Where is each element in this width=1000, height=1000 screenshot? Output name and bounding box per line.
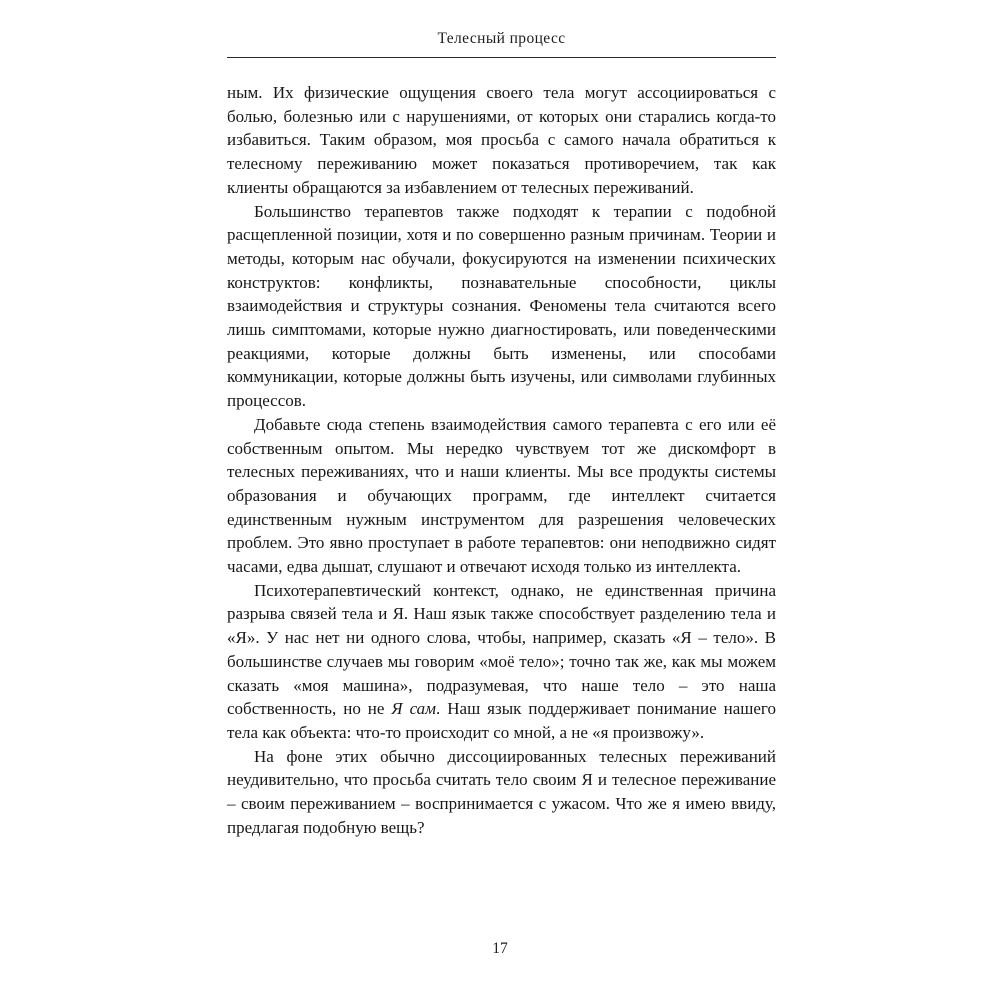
paragraph	[227, 81, 776, 200]
paragraph-text: Большинство терапевтов также подходят к терапии с подобной расщепленной позиции, хотя и по совершенно разным причинам. Теории и методы, которым нас обучали, фокусируются на изменении психических конструктов: конфликты, познавательные способности, циклы взаимодействия и структуры сознания. Феномены тела считаются всего лишь симптомами, которые нужно диагностировать, или поведенческими реакциями, которые должны быть изменены, или способами коммуникации, которые должны быть изучены, или символами глубинных процессов.	[227, 201, 776, 411]
paragraph	[227, 200, 776, 413]
paragraph	[227, 413, 776, 579]
paragraph-text: Психотерапевтический контекст, однако, не единственная причина разрыва связей тела и Я. Наш язык также способствует разделению тела и «Я». У нас нет ни одного слова, чтобы, например, сказать «Я – тело». В большинстве случаев мы говорим «моё тело»; точно так же, как мы можем сказать «моя машина», подразумевая, что наше тело – это наша собственность, но не	[227, 580, 776, 719]
paragraph-text: На фоне этих обычно диссоциированных телесных переживаний неудивительно, что просьба считать тело своим Я и телесное переживание – своим переживанием – воспринимается с ужасом. Что же я имею ввиду, предлагая подобную вещь?	[227, 746, 776, 837]
italic-text: Я сам	[391, 699, 437, 719]
body-text	[227, 81, 776, 840]
text-block	[227, 30, 776, 840]
paragraph-text: ным. Их физические ощущения своего тела могут ассоциироваться с болью, болезнью или с нарушениями, от которых они старались когда-то избавиться. Таким образом, моя просьба с самого начала обратиться к телесному переживанию может показаться противоречием, так как клиенты обращаются за избавлением от телесных переживаний.	[227, 83, 776, 197]
paragraph	[227, 745, 776, 840]
paragraph	[227, 579, 776, 745]
page-number: 17	[492, 940, 508, 957]
paragraph-text: . Наш язык поддерживает понимание нашего тела как объекта: что-то происходит со мной, а не «я произвожу».	[227, 699, 776, 742]
chapter-title: Телесный процесс	[437, 30, 566, 47]
header-rule	[227, 57, 776, 58]
paragraph-text: Добавьте сюда степень взаимодействия самого терапевта с его или её собственным опытом. Мы нередко чувствуем тот же дискомфорт в телесных переживаниях, что и наши клиенты. Мы все продукты системы образования и обучающих программ, где интеллект считается единственным нужным инструментом для разрешения человеческих проблем. Это явно проступает в работе терапевтов: они неподвижно сидят часами, едва дышат, слушают и отвечают исходя только из интеллекта.	[227, 414, 776, 577]
running-header	[227, 30, 776, 58]
